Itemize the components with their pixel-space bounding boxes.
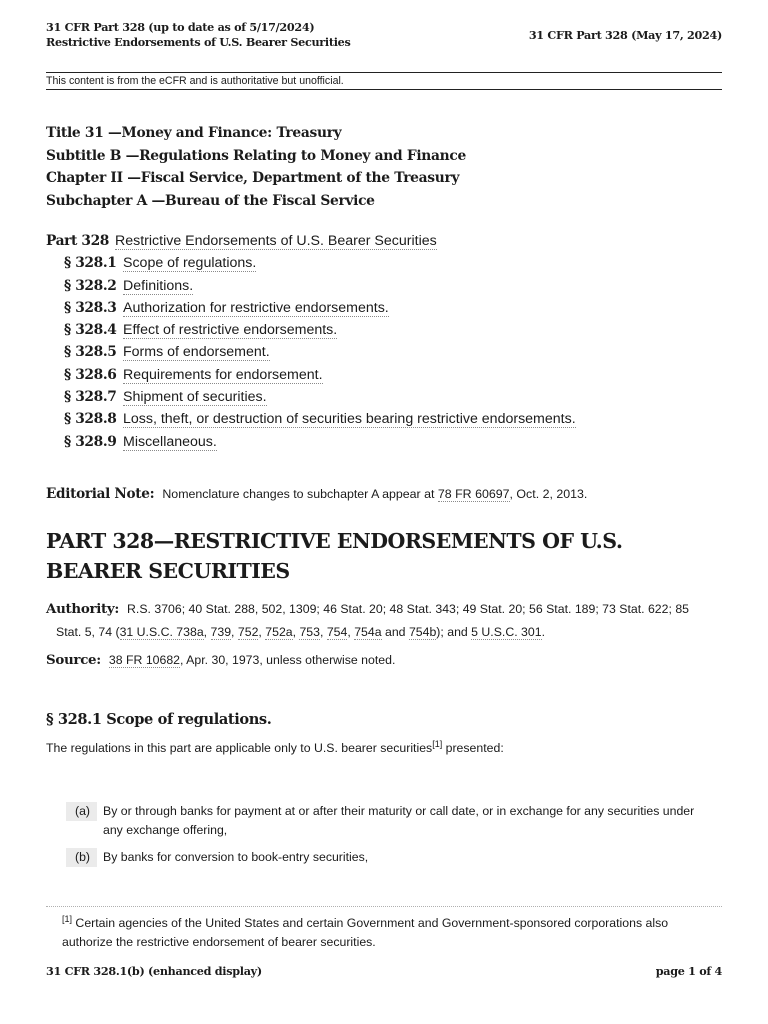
toc-section-link[interactable]: Definitions. xyxy=(123,277,194,294)
usc-link[interactable]: 5 U.S.C. 301 xyxy=(471,624,542,639)
hierarchy-chapter[interactable]: Chapter II —Fiscal Service, Department of the Treasury xyxy=(46,170,460,186)
toc-section-row xyxy=(46,252,576,274)
toc-section-row xyxy=(46,319,576,341)
separator: , xyxy=(320,624,327,639)
separator: , xyxy=(203,624,211,639)
toc-section-number: § 328.3 xyxy=(64,299,117,316)
paragraph-b xyxy=(66,848,706,867)
toc-section-link[interactable]: Scope of regulations. xyxy=(123,255,257,272)
header-doc-title: 31 CFR Part 328 (up to date as of 5/17/2024) xyxy=(46,20,315,34)
authority-notice: This content is from the eCFR and is authoritative but unofficial. xyxy=(46,72,722,90)
toc-section-number: § 328.6 xyxy=(64,366,117,383)
toc-section-link[interactable]: Effect of restrictive endorsements. xyxy=(123,322,338,339)
toc-section-row xyxy=(46,408,576,430)
editorial-note-date: , Oct. 2, 2013. xyxy=(509,487,588,501)
separator: , xyxy=(231,624,238,639)
footnote xyxy=(46,906,722,952)
toc-section-number: § 328.9 xyxy=(64,433,117,450)
usc-link[interactable]: 754a xyxy=(354,624,382,639)
toc-section-link[interactable]: Shipment of securities. xyxy=(123,389,267,406)
toc-section-number: § 328.5 xyxy=(64,344,117,361)
editorial-note-text: Nomenclature changes to subchapter A appear at xyxy=(162,487,438,501)
toc-section-row xyxy=(46,341,576,363)
paragraph-text: By banks for conversion to book-entry securities, xyxy=(103,850,369,864)
footnote-ref[interactable]: [1] xyxy=(432,738,443,749)
toc-section-number: § 328.4 xyxy=(64,322,117,339)
toc-part-label: Part 328 xyxy=(46,233,109,249)
toc-section-link[interactable]: Authorization for restrictive endorsements. xyxy=(123,299,389,316)
editorial-note-label: Editorial Note: xyxy=(46,486,155,502)
usc-link[interactable]: 752 xyxy=(237,624,259,639)
header-left xyxy=(46,20,350,50)
header-doc-subtitle: Restrictive Endorsements of U.S. Bearer Securities xyxy=(46,35,351,49)
editorial-note xyxy=(46,486,587,502)
toc-section-number: § 328.8 xyxy=(64,411,117,428)
paragraph-text: By or through banks for payment at or after their maturity or call date, or in exchange for any securities under any exchange offering, xyxy=(103,804,695,837)
toc-section-number: § 328.2 xyxy=(64,277,117,294)
paragraph-label[interactable]: (b) xyxy=(66,848,97,867)
toc-part-row xyxy=(46,230,576,252)
separator: and xyxy=(381,624,409,639)
table-of-contents xyxy=(46,230,576,453)
toc-section-link[interactable]: Loss, theft, or destruction of securities bearing restrictive endorsements. xyxy=(123,411,576,428)
hierarchy xyxy=(46,122,466,212)
source-text: , Apr. 30, 1973, unless otherwise noted. xyxy=(180,653,396,667)
part-heading: PART 328—RESTRICTIVE ENDORSEMENTS OF U.S. BEARER SECURITIES xyxy=(46,529,623,583)
authority-text: R.S. 3706; 40 Stat. 288, 502, 1309; 46 Stat. 20; 48 Stat. 343; 49 Stat. 20; 56 Stat. 189; 73 Stat. 622; 85 xyxy=(127,602,689,616)
paragraph-a xyxy=(66,802,706,839)
footnote-marker: [1] xyxy=(62,913,73,924)
toc-part-link[interactable]: Restrictive Endorsements of U.S. Bearer Securities xyxy=(115,233,437,249)
usc-link[interactable]: 752a xyxy=(265,624,293,639)
period: . xyxy=(541,624,545,639)
toc-section-row xyxy=(46,297,576,319)
separator: , xyxy=(258,624,266,639)
page-number: page 1 of 4 xyxy=(655,964,722,978)
separator: , xyxy=(347,624,355,639)
intro-text: The regulations in this part are applicable only to U.S. bearer securities xyxy=(46,741,433,755)
authority-text-cont: Stat. 5, 74 ( xyxy=(56,624,120,639)
page-footer xyxy=(46,964,722,980)
authority-label: Authority: xyxy=(46,601,120,617)
toc-section-link[interactable]: Requirements for endorsement. xyxy=(123,366,323,383)
usc-link[interactable]: 753 xyxy=(299,624,320,639)
source-block xyxy=(46,652,395,668)
hierarchy-title[interactable]: Title 31 —Money and Finance: Treasury xyxy=(46,125,342,141)
fr-source-link[interactable]: 38 FR 10682 xyxy=(108,653,181,667)
toc-section-row xyxy=(46,431,576,453)
section-heading: § 328.1 Scope of regulations. xyxy=(46,711,272,728)
toc-section-link[interactable]: Miscellaneous. xyxy=(123,433,217,450)
separator: , xyxy=(292,624,300,639)
toc-section-row xyxy=(46,275,576,297)
separator: ); and xyxy=(436,624,472,639)
toc-section-row xyxy=(46,386,576,408)
fr-citation-link[interactable]: 78 FR 60697 xyxy=(437,487,510,501)
footer-citation: 31 CFR 328.1(b) (enhanced display) xyxy=(46,964,262,978)
header-date: 31 CFR Part 328 (May 17, 2024) xyxy=(528,28,722,42)
section-intro xyxy=(46,738,504,755)
usc-link[interactable]: 754b xyxy=(408,624,437,639)
paragraph-label[interactable]: (a) xyxy=(66,802,97,821)
footnote-text: Certain agencies of the United States and certain Government and Government-sponsored corporations also authorize the restrictive endorsement of bearer securities. xyxy=(62,916,669,949)
usc-link[interactable]: 31 U.S.C. 738a xyxy=(119,624,204,639)
toc-section-link[interactable]: Forms of endorsement. xyxy=(123,344,270,361)
source-label: Source: xyxy=(46,652,101,668)
authority-block xyxy=(46,598,718,643)
hierarchy-subchapter[interactable]: Subchapter A —Bureau of the Fiscal Service xyxy=(46,192,375,209)
page-header xyxy=(46,20,722,54)
usc-link[interactable]: 739 xyxy=(210,624,232,639)
toc-section-row xyxy=(46,364,576,386)
usc-link[interactable]: 754 xyxy=(326,624,348,639)
hierarchy-subtitle[interactable]: Subtitle B —Regulations Relating to Money and Finance xyxy=(46,147,466,164)
toc-section-number: § 328.1 xyxy=(64,255,117,272)
toc-section-number: § 328.7 xyxy=(64,389,117,406)
intro-text-end: presented: xyxy=(442,741,504,755)
